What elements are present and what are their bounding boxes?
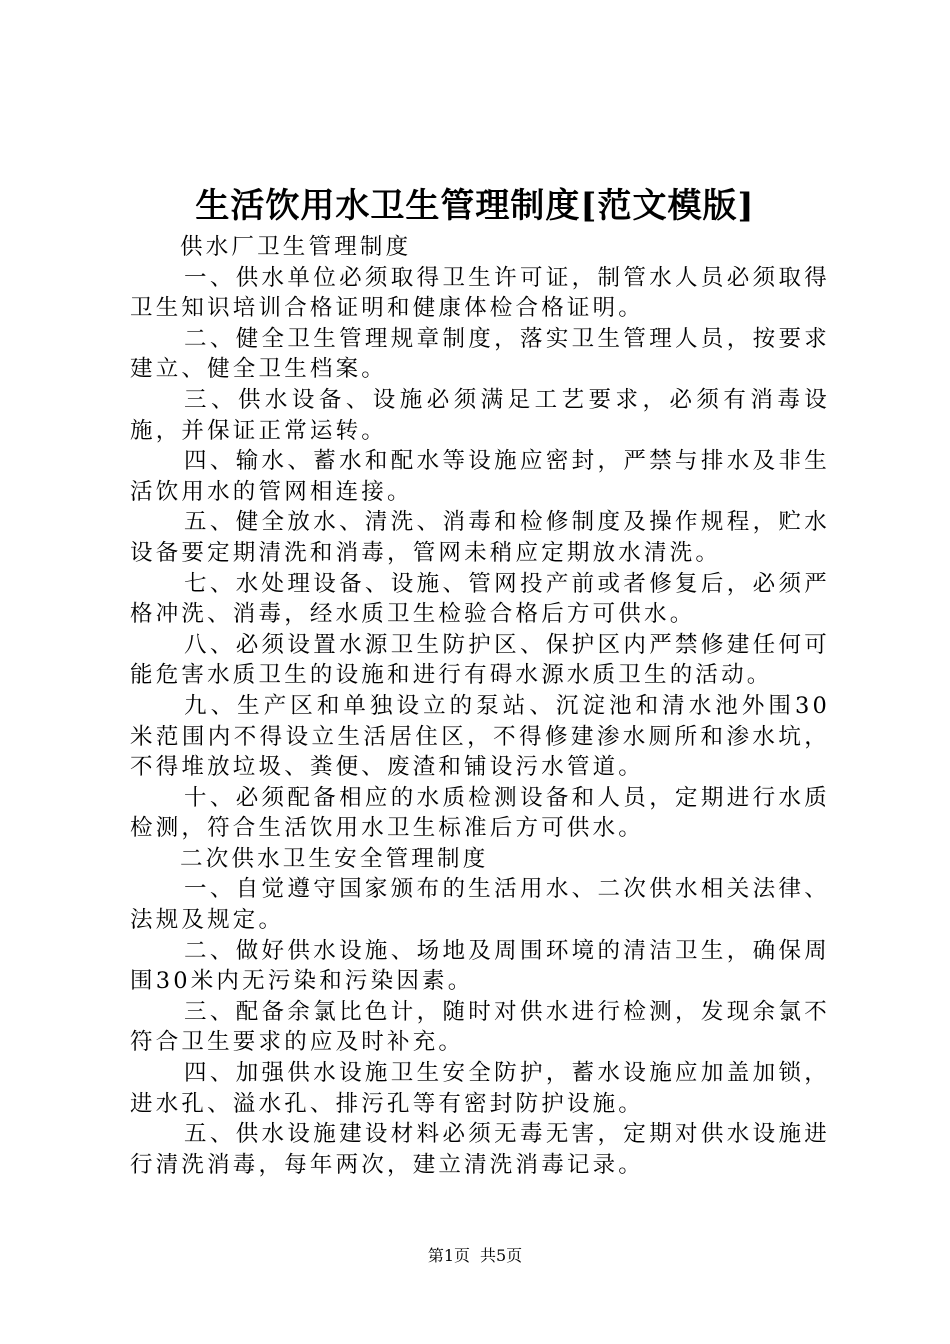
page-total: 共5页 bbox=[480, 1246, 523, 1265]
paragraph: 一、自觉遵守国家颁布的生活用水、二次供水相关法律、法规及规定。 bbox=[130, 876, 830, 934]
paragraph: 八、必须设置水源卫生防护区、保护区内严禁修建任何可能危害水质卫生的设施和进行有碍水源水质卫生的活动。 bbox=[130, 631, 830, 689]
paragraph: 二、做好供水设施、场地及周围环境的清洁卫生，确保周围30米内无污染和污染因素。 bbox=[130, 937, 830, 995]
page-footer bbox=[0, 1244, 950, 1268]
section-heading: 供水厂卫生管理制度 bbox=[180, 234, 412, 260]
paragraph: 五、供水设施建设材料必须无毒无害，定期对供水设施进行清洗消毒，每年两次，建立清洗消毒记录。 bbox=[130, 1121, 830, 1178]
paragraph: 三、配备余氯比色计，随时对供水进行检测，发现余氯不符合卫生要求的应及时补充。 bbox=[130, 998, 830, 1056]
paragraph: 十、必须配备相应的水质检测设备和人员，定期进行水质检测，符合生活饮用水卫生标准后方可供水。 bbox=[130, 784, 830, 842]
paragraph: 七、水处理设备、设施、管网投产前或者修复后，必须严格冲洗、消毒，经水质卫生检验合格后方可供水。 bbox=[130, 570, 830, 628]
paragraph: 一、供水单位必须取得卫生许可证，制管水人员必须取得卫生知识培训合格证明和健康体检合格证明。 bbox=[130, 264, 830, 322]
paragraph: 九、生产区和单独设立的泵站、沉淀池和清水池外围30米范围内不得设立生活居住区，不得修建渗水厕所和渗水坑，不得堆放垃圾、粪便、废渣和铺设污水管道。 bbox=[130, 692, 830, 781]
document-body bbox=[130, 232, 830, 1180]
paragraph: 五、健全放水、清洗、消毒和检修制度及操作规程，贮水设备要定期清洗和消毒，管网未稍应定期放水清洗。 bbox=[130, 509, 830, 566]
paragraph: 三、供水设备、设施必须满足工艺要求，必须有消毒设施，并保证正常运转。 bbox=[130, 386, 830, 444]
document-title: 生活饮用水卫生管理制度[范文模版] bbox=[195, 186, 755, 226]
section-heading: 二次供水卫生安全管理制度 bbox=[180, 845, 489, 872]
page-number: 第1页 bbox=[427, 1246, 470, 1265]
paragraph: 四、加强供水设施卫生安全防护，蓄水设施应加盖加锁，进水孔、溢水孔、排污孔等有密封防护设施。 bbox=[130, 1060, 830, 1117]
paragraph: 四、输水、蓄水和配水等设施应密封，严禁与排水及非生活饮用水的管网相连接。 bbox=[130, 448, 830, 505]
paragraph: 二、健全卫生管理规章制度，落实卫生管理人员，按要求建立、健全卫生档案。 bbox=[130, 325, 830, 383]
